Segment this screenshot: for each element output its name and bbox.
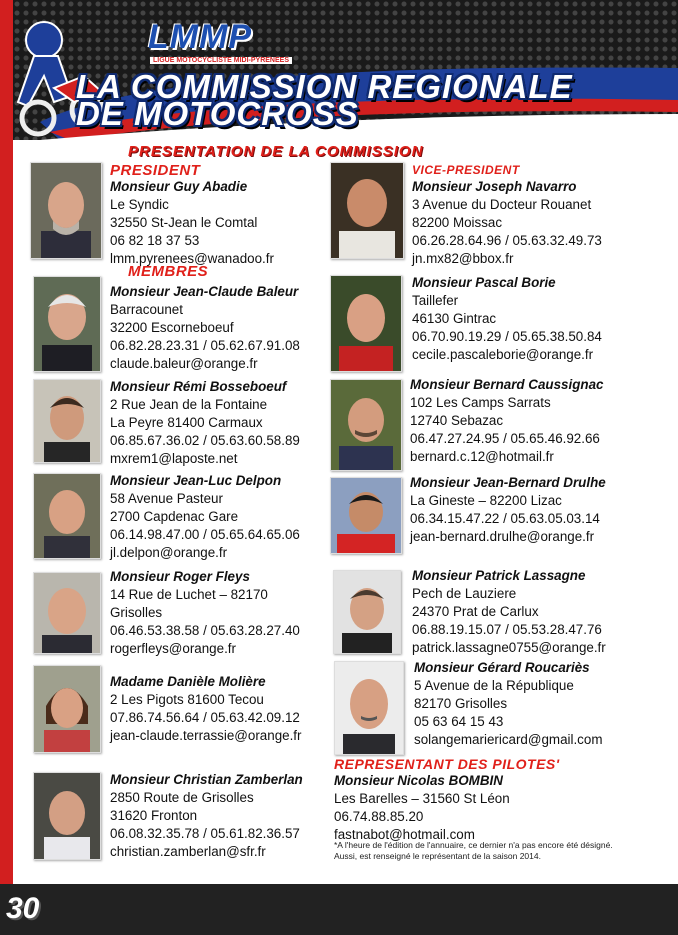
contact-email: solangemariericard@gmail.com	[414, 732, 603, 747]
contact-line: 06.26.28.64.96 / 05.63.32.49.73	[412, 233, 602, 248]
contact-line: Barracounet	[110, 302, 183, 317]
person-name: Monsieur Nicolas BOMBIN	[334, 773, 503, 788]
contact-email: claude.baleur@orange.fr	[110, 356, 258, 371]
person-name: Monsieur Bernard Caussignac	[410, 377, 604, 392]
person-name: Monsieur Gérard Roucariès	[414, 660, 590, 675]
role-vice-president: VICE-PRESIDENT	[412, 163, 520, 177]
person-name: Madame Danièle Molière	[110, 674, 266, 689]
contact-email: jean-claude.terrassie@orange.fr	[110, 728, 302, 743]
portrait-photo	[330, 379, 402, 471]
portrait-photo	[330, 162, 404, 259]
contact-line: 06.34.15.47.22 / 05.63.05.03.14	[410, 511, 600, 526]
contact-member	[410, 474, 606, 546]
person-name: Monsieur Rémi Bosseboeuf	[110, 379, 287, 394]
person-name: Monsieur Christian Zamberlan	[110, 772, 303, 787]
contact-line: 32200 Escorneboeuf	[110, 320, 234, 335]
logo-subtitle: LIGUE MOTOCYCLISTE MIDI-PYRENEES	[150, 57, 292, 64]
contact-line: Taillefer	[412, 293, 459, 308]
contact-line: 2700 Capdenac Gare	[110, 509, 239, 524]
contact-email: cecile.pascaleborie@orange.fr	[412, 347, 594, 362]
contact-member	[412, 274, 602, 364]
contact-line: 82200 Moissac	[412, 215, 503, 230]
contact-line: 2 Les Pigots 81600 Tecou	[110, 692, 264, 707]
contact-email: jl.delpon@orange.fr	[110, 545, 228, 560]
role-membres: MEMBRES	[128, 263, 209, 280]
portrait-photo	[33, 276, 101, 372]
contact-line: 31620 Fronton	[110, 808, 198, 823]
role-representant: REPRESENTANT DES PILOTES'	[334, 756, 560, 772]
contact-line: 06.46.53.38.58 / 05.63.28.27.40	[110, 623, 300, 638]
contact-email: lmm.pyrenees@wanadoo.fr	[110, 251, 274, 266]
contact-line: 06.74.88.85.20	[334, 809, 424, 824]
contact-email: jn.mx82@bbox.fr	[412, 251, 514, 266]
contact-line: 06.47.27.24.95 / 05.65.46.92.66	[410, 431, 600, 446]
contact-line: 3 Avenue du Docteur Rouanet	[412, 197, 592, 212]
person-name: Monsieur Joseph Navarro	[412, 179, 577, 194]
contact-email: jean-bernard.drulhe@orange.fr	[410, 529, 595, 544]
contact-president	[110, 178, 274, 268]
portrait-photo	[333, 570, 401, 654]
contact-line: 46130 Gintrac	[412, 311, 497, 326]
contact-line: 06.82.28.23.31 / 05.62.67.91.08	[110, 338, 300, 353]
contact-line: 06.85.67.36.02 / 05.63.60.58.89	[110, 433, 300, 448]
contact-member	[110, 283, 300, 373]
portrait-photo	[33, 473, 101, 559]
contact-vice-president	[412, 178, 602, 268]
page-title-line-2: DE MOTOCROSS	[76, 95, 359, 132]
portrait-photo	[330, 275, 402, 372]
contact-email: fastnabot@hotmail.com	[334, 827, 475, 842]
contact-member	[110, 673, 302, 745]
contact-line: 12740 Sebazac	[410, 413, 504, 428]
contact-email: christian.zamberlan@sfr.fr	[110, 844, 266, 859]
contact-line: 07.86.74.56.64 / 05.63.42.09.12	[110, 710, 300, 725]
portrait-photo	[33, 379, 101, 463]
contact-member	[110, 378, 300, 468]
contact-member	[414, 659, 602, 749]
contact-line: 2 Rue Jean de la Fontaine	[110, 397, 268, 412]
contact-line: 05 63 64 15 43	[414, 714, 504, 729]
contact-line: 5 Avenue de la République	[414, 678, 574, 693]
contact-line: 14 Rue de Luchet – 82170	[110, 587, 268, 602]
contact-line: Grisolles	[110, 605, 163, 620]
contact-line: 06.08.32.35.78 / 05.61.82.36.57	[110, 826, 300, 841]
contact-line: 06.70.90.19.29 / 05.65.38.50.84	[412, 329, 602, 344]
contact-email: rogerfleys@orange.fr	[110, 641, 236, 656]
footnote: *A l'heure de l'édition de l'annuaire, ce dernier n'a pas encore été désigné. Aussi, est renseigné le représentant de la saison 2014.	[334, 840, 613, 861]
contact-member	[110, 771, 303, 861]
page-title-line-1: LA COMMISSION REGIONALE	[76, 68, 573, 105]
portrait-photo	[33, 572, 101, 654]
person-name: Monsieur Pascal Borie	[412, 275, 556, 290]
contact-member	[412, 567, 606, 657]
contact-email: patrick.lassagne0755@orange.fr	[412, 640, 606, 655]
portrait-photo	[330, 477, 402, 554]
person-name: Monsieur Jean-Claude Baleur	[110, 284, 299, 299]
contact-member	[410, 376, 603, 466]
red-side-stripe	[0, 0, 13, 935]
contact-email: mxrem1@laposte.net	[110, 451, 238, 466]
role-president: PRESIDENT	[110, 162, 201, 179]
contact-line: 58 Avenue Pasteur	[110, 491, 223, 506]
person-name: Monsieur Patrick Lassagne	[412, 568, 586, 583]
contact-line: 2850 Route de Grisolles	[110, 790, 254, 805]
page-number: 30	[6, 892, 40, 925]
contact-line: La Peyre 81400 Carmaux	[110, 415, 263, 430]
person-name: Monsieur Jean-Bernard Drulhe	[410, 475, 606, 490]
contact-line: Le Syndic	[110, 197, 169, 212]
portrait-photo	[334, 661, 404, 755]
contact-line: Les Barelles – 31560 St Léon	[334, 791, 510, 806]
contact-line: 102 Les Camps Sarrats	[410, 395, 551, 410]
contact-line: 06.88.19.15.07 / 05.53.28.47.76	[412, 622, 602, 637]
contact-line: 24370 Prat de Carlux	[412, 604, 539, 619]
contact-member	[110, 472, 300, 562]
person-name: Monsieur Roger Fleys	[110, 569, 250, 584]
portrait-photo	[33, 665, 101, 753]
person-name: Monsieur Guy Abadie	[110, 179, 248, 194]
footer-bar	[0, 884, 678, 935]
contact-line: 06.14.98.47.00 / 05.65.64.65.06	[110, 527, 300, 542]
contact-line: 82170 Grisolles	[414, 696, 508, 711]
lmmp-logo: LMMP	[148, 18, 253, 56]
portrait-photo	[30, 162, 102, 259]
contact-line: La Gineste – 82200 Lizac	[410, 493, 562, 508]
contact-line: 32550 St-Jean le Comtal	[110, 215, 258, 230]
person-name: Monsieur Jean-Luc Delpon	[110, 473, 282, 488]
contact-member	[110, 568, 300, 658]
contact-line: Pech de Lauziere	[412, 586, 517, 601]
portrait-photo	[33, 772, 101, 860]
contact-line: 06 82 18 37 53	[110, 233, 200, 248]
contact-representant	[334, 772, 510, 844]
section-title: PRESENTATION DE LA COMMISSION	[128, 143, 424, 160]
contact-email: bernard.c.12@hotmail.fr	[410, 449, 554, 464]
